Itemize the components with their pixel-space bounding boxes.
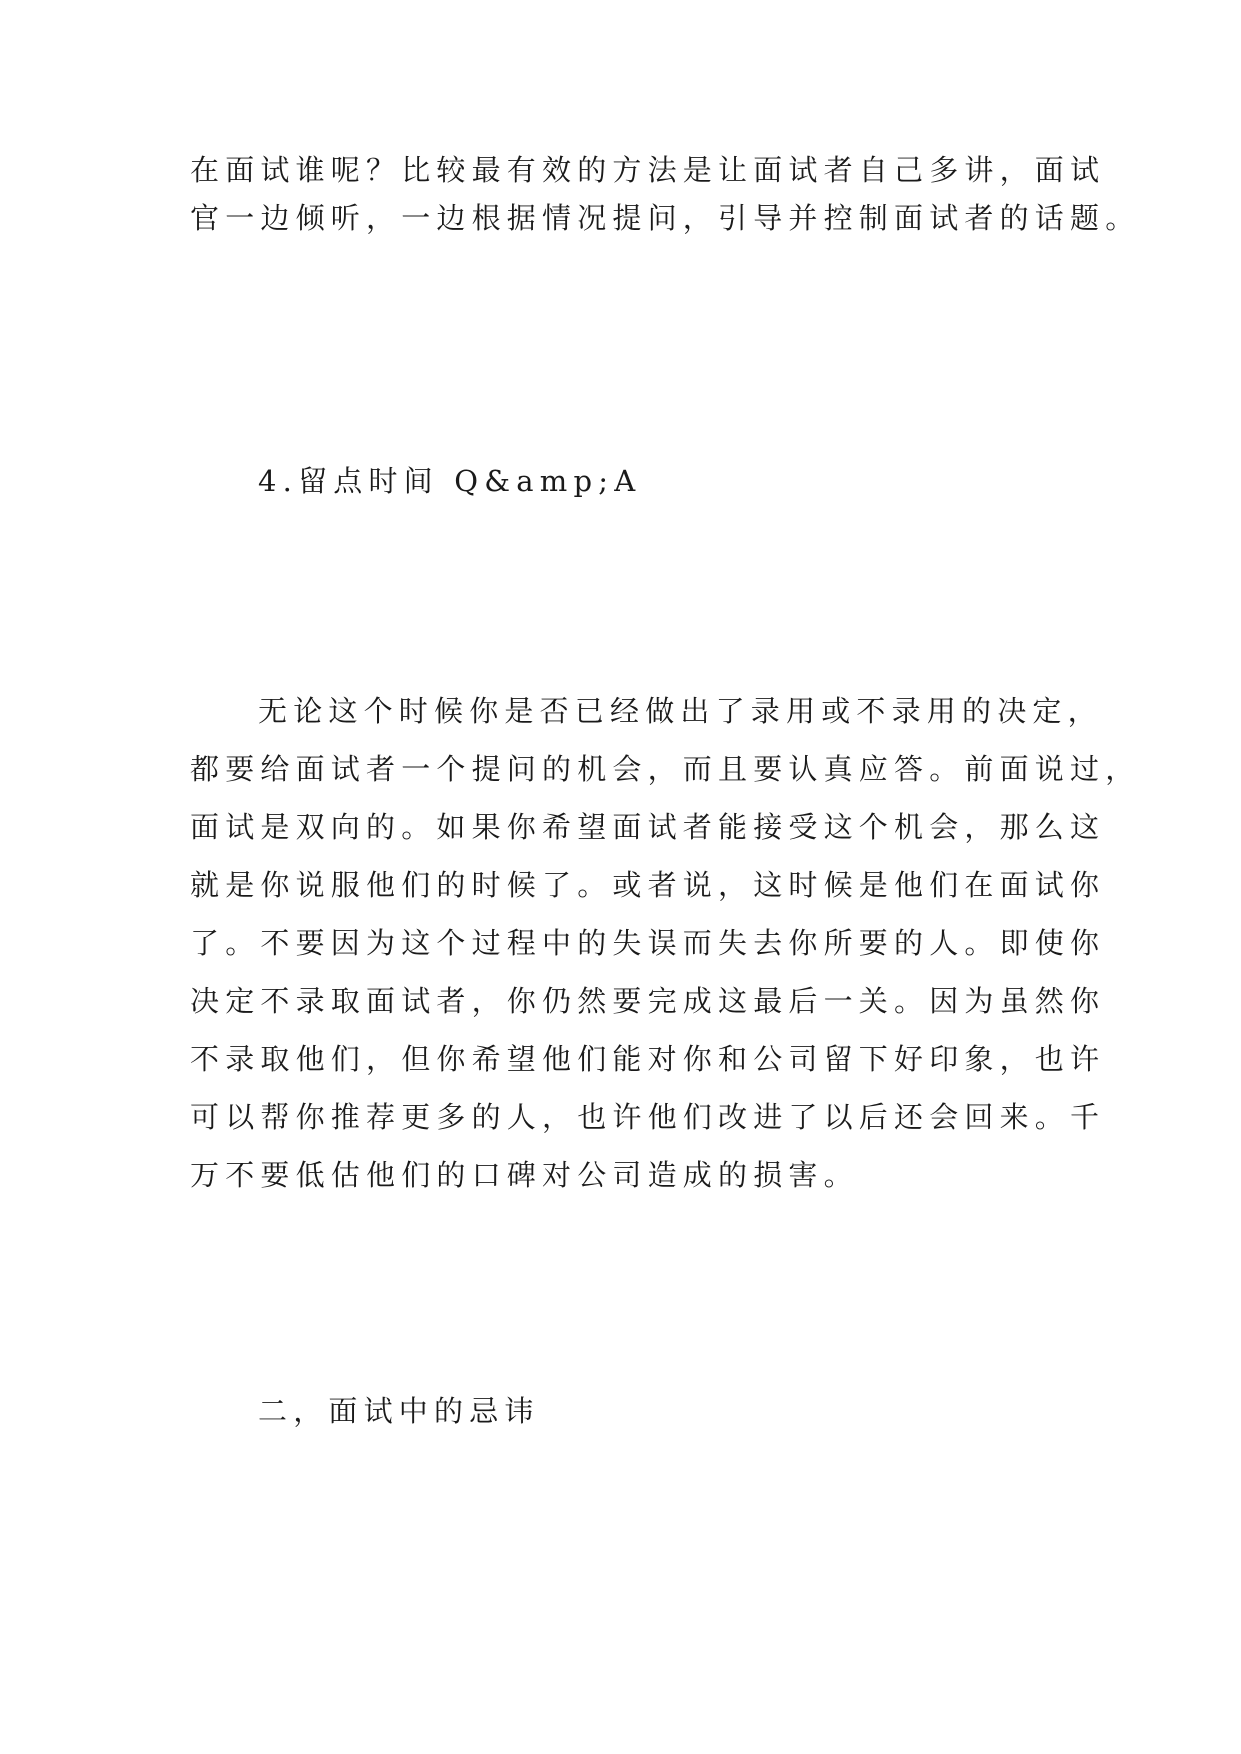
paragraph-line: 都要给面试者一个提问的机会，而且要认真应答。前面说过，	[190, 752, 1141, 786]
paragraph-line: 在面试谁呢？比较最有效的方法是让面试者自己多讲，面试	[190, 153, 1106, 187]
paragraph-line: 面试是双向的。如果你希望面试者能接受这个机会，那么这	[190, 810, 1106, 844]
paragraph-line: 无论这个时候你是否已经做出了录用或不录用的决定，	[258, 694, 1103, 728]
paragraph-line: 万不要低估他们的口碑对公司造成的损害。	[190, 1158, 859, 1192]
paragraph-line: 可以帮你推荐更多的人，也许他们改进了以后还会回来。千	[190, 1100, 1106, 1134]
section-heading-taboos: 二，面试中的忌讳	[258, 1394, 540, 1428]
paragraph-line: 不录取他们，但你希望他们能对你和公司留下好印象，也许	[190, 1042, 1106, 1076]
section-heading-qa: 4.留点时间 Q&amp;A	[258, 464, 642, 498]
paragraph-line: 就是你说服他们的时候了。或者说，这时候是他们在面试你	[190, 868, 1106, 902]
paragraph-line: 官一边倾听，一边根据情况提问，引导并控制面试者的话题。	[190, 201, 1141, 235]
paragraph-line: 决定不录取面试者，你仍然要完成这最后一关。因为虽然你	[190, 984, 1106, 1018]
paragraph-line: 了。不要因为这个过程中的失误而失去你所要的人。即使你	[190, 926, 1106, 960]
